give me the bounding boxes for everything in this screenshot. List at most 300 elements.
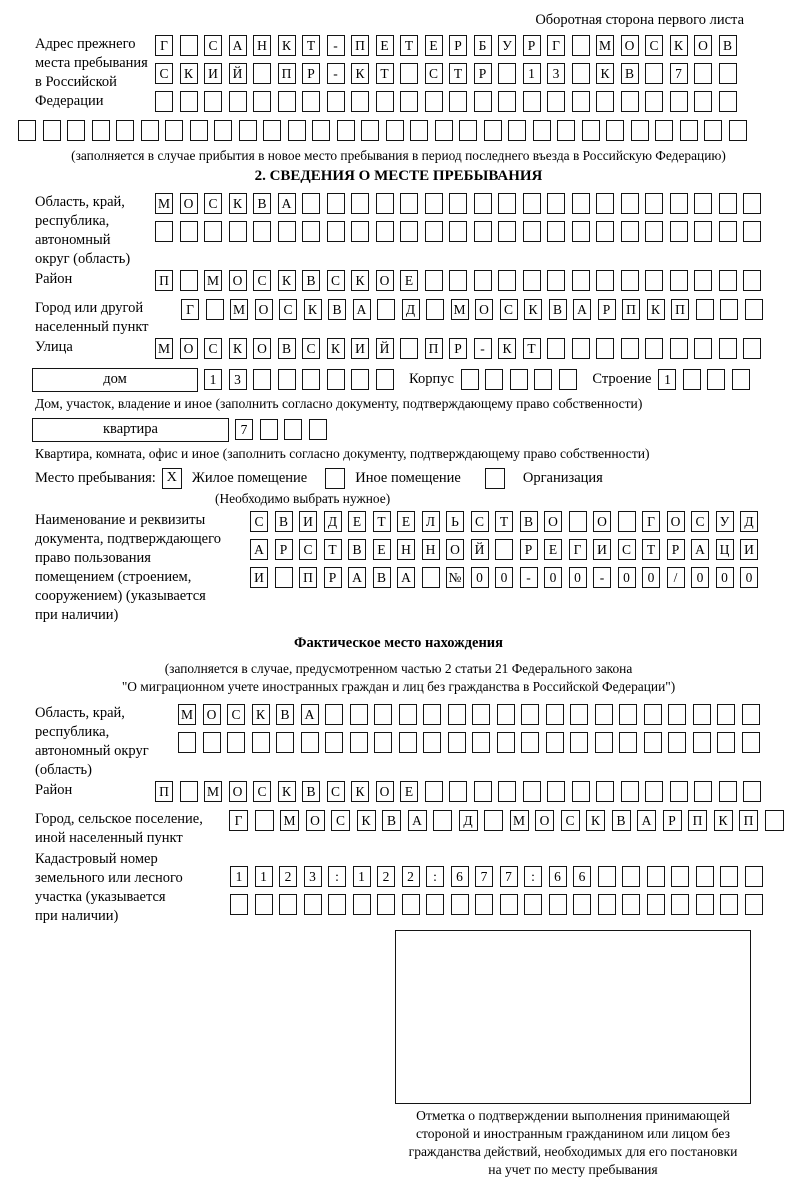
- char-cell[interactable]: [422, 567, 440, 588]
- char-cell[interactable]: [498, 63, 516, 84]
- char-cell[interactable]: Т: [523, 338, 541, 359]
- char-cell[interactable]: [694, 193, 712, 214]
- char-cell[interactable]: [423, 704, 441, 725]
- char-cell[interactable]: [572, 63, 590, 84]
- char-cell[interactable]: [547, 781, 565, 802]
- char-cell[interactable]: [670, 193, 688, 214]
- char-cell[interactable]: К: [351, 270, 369, 291]
- char-cell[interactable]: [459, 120, 477, 141]
- char-cell[interactable]: [742, 732, 760, 753]
- char-cell[interactable]: К: [596, 63, 614, 84]
- char-cell[interactable]: [655, 120, 673, 141]
- char-cell[interactable]: [204, 221, 222, 242]
- char-cell[interactable]: К: [304, 299, 322, 320]
- char-cell[interactable]: [474, 91, 492, 112]
- char-cell[interactable]: [327, 193, 345, 214]
- char-cell[interactable]: [569, 511, 587, 532]
- char-cell[interactable]: С: [327, 270, 345, 291]
- char-cell[interactable]: Р: [275, 539, 293, 560]
- char-cell[interactable]: М: [155, 193, 173, 214]
- char-cell[interactable]: [498, 91, 516, 112]
- char-cell[interactable]: :: [524, 866, 542, 887]
- char-cell[interactable]: [670, 781, 688, 802]
- char-cell[interactable]: [622, 866, 640, 887]
- char-cell[interactable]: О: [475, 299, 493, 320]
- char-cell[interactable]: М: [204, 781, 222, 802]
- char-cell[interactable]: [449, 91, 467, 112]
- char-cell[interactable]: Р: [474, 63, 492, 84]
- char-cell[interactable]: [461, 369, 479, 390]
- char-cell[interactable]: [547, 338, 565, 359]
- char-cell[interactable]: [720, 866, 738, 887]
- char-cell[interactable]: [279, 894, 297, 915]
- char-cell[interactable]: [400, 91, 418, 112]
- char-cell[interactable]: [230, 894, 248, 915]
- char-cell[interactable]: Б: [474, 35, 492, 56]
- char-cell[interactable]: Е: [376, 35, 394, 56]
- char-cell[interactable]: [498, 781, 516, 802]
- char-cell[interactable]: [570, 732, 588, 753]
- checkbox-organization[interactable]: [485, 468, 505, 489]
- char-cell[interactable]: Е: [400, 781, 418, 802]
- char-cell[interactable]: 3: [229, 369, 247, 390]
- char-cell[interactable]: [350, 704, 368, 725]
- char-cell[interactable]: [694, 781, 712, 802]
- char-cell[interactable]: [474, 781, 492, 802]
- char-cell[interactable]: [719, 781, 737, 802]
- char-cell[interactable]: С: [253, 781, 271, 802]
- char-cell[interactable]: А: [301, 704, 319, 725]
- char-cell[interactable]: [474, 221, 492, 242]
- char-cell[interactable]: [449, 781, 467, 802]
- char-cell[interactable]: [400, 63, 418, 84]
- char-cell[interactable]: О: [203, 704, 221, 725]
- char-cell[interactable]: 2: [402, 866, 420, 887]
- char-cell[interactable]: [696, 866, 714, 887]
- char-cell[interactable]: 0: [691, 567, 709, 588]
- char-cell[interactable]: [435, 120, 453, 141]
- char-cell[interactable]: Т: [495, 511, 513, 532]
- char-cell[interactable]: [255, 810, 274, 831]
- char-cell[interactable]: [190, 120, 208, 141]
- char-cell[interactable]: [621, 91, 639, 112]
- char-cell[interactable]: В: [276, 704, 294, 725]
- char-cell[interactable]: [376, 193, 394, 214]
- char-cell[interactable]: [325, 704, 343, 725]
- char-cell[interactable]: А: [408, 810, 427, 831]
- char-cell[interactable]: [523, 193, 541, 214]
- char-cell[interactable]: [278, 221, 296, 242]
- char-cell[interactable]: В: [549, 299, 567, 320]
- char-cell[interactable]: С: [155, 63, 173, 84]
- char-cell[interactable]: П: [622, 299, 640, 320]
- char-cell[interactable]: К: [278, 35, 296, 56]
- char-cell[interactable]: [729, 120, 747, 141]
- char-cell[interactable]: [680, 120, 698, 141]
- char-cell[interactable]: К: [229, 338, 247, 359]
- char-cell[interactable]: С: [500, 299, 518, 320]
- char-cell[interactable]: [498, 193, 516, 214]
- char-cell[interactable]: Л: [422, 511, 440, 532]
- char-cell[interactable]: Г: [155, 35, 173, 56]
- char-cell[interactable]: [510, 369, 528, 390]
- char-cell[interactable]: [596, 221, 614, 242]
- char-cell[interactable]: [670, 270, 688, 291]
- char-cell[interactable]: И: [740, 539, 758, 560]
- char-cell[interactable]: А: [278, 193, 296, 214]
- char-cell[interactable]: [694, 63, 712, 84]
- char-cell[interactable]: [351, 221, 369, 242]
- char-cell[interactable]: М: [451, 299, 469, 320]
- char-cell[interactable]: С: [471, 511, 489, 532]
- char-cell[interactable]: К: [278, 781, 296, 802]
- char-cell[interactable]: [671, 866, 689, 887]
- char-cell[interactable]: К: [586, 810, 605, 831]
- char-cell[interactable]: [645, 193, 663, 214]
- char-cell[interactable]: О: [253, 338, 271, 359]
- char-cell[interactable]: [696, 894, 714, 915]
- char-cell[interactable]: [426, 894, 444, 915]
- char-cell[interactable]: К: [714, 810, 733, 831]
- char-cell[interactable]: С: [645, 35, 663, 56]
- char-cell[interactable]: [400, 221, 418, 242]
- char-cell[interactable]: С: [227, 704, 245, 725]
- char-cell[interactable]: [547, 91, 565, 112]
- char-cell[interactable]: Ц: [716, 539, 734, 560]
- char-cell[interactable]: У: [716, 511, 734, 532]
- char-cell[interactable]: [693, 704, 711, 725]
- char-cell[interactable]: [547, 221, 565, 242]
- char-cell[interactable]: [596, 781, 614, 802]
- char-cell[interactable]: 7: [670, 63, 688, 84]
- char-cell[interactable]: [474, 270, 492, 291]
- char-cell[interactable]: [546, 732, 564, 753]
- char-cell[interactable]: [647, 894, 665, 915]
- char-cell[interactable]: О: [229, 270, 247, 291]
- char-cell[interactable]: [376, 369, 394, 390]
- char-cell[interactable]: [743, 221, 761, 242]
- char-cell[interactable]: [498, 270, 516, 291]
- char-cell[interactable]: [606, 120, 624, 141]
- char-cell[interactable]: [720, 299, 738, 320]
- char-cell[interactable]: Н: [253, 35, 271, 56]
- char-cell[interactable]: [327, 221, 345, 242]
- char-cell[interactable]: 6: [573, 866, 591, 887]
- char-cell[interactable]: [508, 120, 526, 141]
- char-cell[interactable]: Т: [400, 35, 418, 56]
- char-cell[interactable]: [732, 369, 750, 390]
- char-cell[interactable]: [621, 270, 639, 291]
- char-cell[interactable]: [497, 704, 515, 725]
- char-cell[interactable]: [425, 91, 443, 112]
- char-cell[interactable]: [302, 369, 320, 390]
- char-cell[interactable]: [353, 894, 371, 915]
- char-cell[interactable]: 1: [255, 866, 273, 887]
- char-cell[interactable]: О: [694, 35, 712, 56]
- char-cell[interactable]: Р: [523, 35, 541, 56]
- char-cell[interactable]: С: [618, 539, 636, 560]
- char-cell[interactable]: М: [230, 299, 248, 320]
- char-cell[interactable]: Д: [324, 511, 342, 532]
- char-cell[interactable]: [484, 810, 503, 831]
- char-cell[interactable]: О: [376, 270, 394, 291]
- char-cell[interactable]: [410, 120, 428, 141]
- char-cell[interactable]: [278, 369, 296, 390]
- char-cell[interactable]: [400, 193, 418, 214]
- char-cell[interactable]: [165, 120, 183, 141]
- char-cell[interactable]: [498, 221, 516, 242]
- char-cell[interactable]: Е: [400, 270, 418, 291]
- char-cell[interactable]: [683, 369, 701, 390]
- char-cell[interactable]: [253, 91, 271, 112]
- char-cell[interactable]: 3: [304, 866, 322, 887]
- char-cell[interactable]: [500, 894, 518, 915]
- char-cell[interactable]: [557, 120, 575, 141]
- char-cell[interactable]: К: [180, 63, 198, 84]
- char-cell[interactable]: О: [255, 299, 273, 320]
- char-cell[interactable]: [631, 120, 649, 141]
- char-cell[interactable]: 0: [740, 567, 758, 588]
- char-cell[interactable]: О: [621, 35, 639, 56]
- char-cell[interactable]: П: [425, 338, 443, 359]
- char-cell[interactable]: -: [593, 567, 611, 588]
- char-cell[interactable]: М: [510, 810, 529, 831]
- char-cell[interactable]: [742, 704, 760, 725]
- char-cell[interactable]: [302, 91, 320, 112]
- char-cell[interactable]: [547, 193, 565, 214]
- char-cell[interactable]: [598, 894, 616, 915]
- char-cell[interactable]: [523, 270, 541, 291]
- char-cell[interactable]: О: [180, 193, 198, 214]
- char-cell[interactable]: [449, 193, 467, 214]
- char-cell[interactable]: [668, 732, 686, 753]
- char-cell[interactable]: [449, 221, 467, 242]
- char-cell[interactable]: [572, 91, 590, 112]
- char-cell[interactable]: Е: [397, 511, 415, 532]
- char-cell[interactable]: :: [328, 866, 346, 887]
- char-cell[interactable]: [582, 120, 600, 141]
- char-cell[interactable]: П: [155, 781, 173, 802]
- char-cell[interactable]: Г: [181, 299, 199, 320]
- char-cell[interactable]: Н: [422, 539, 440, 560]
- char-cell[interactable]: Р: [302, 63, 320, 84]
- char-cell[interactable]: П: [671, 299, 689, 320]
- char-cell[interactable]: Д: [459, 810, 478, 831]
- char-cell[interactable]: [696, 299, 714, 320]
- char-cell[interactable]: В: [612, 810, 631, 831]
- char-cell[interactable]: [694, 338, 712, 359]
- char-cell[interactable]: Д: [740, 511, 758, 532]
- char-cell[interactable]: К: [327, 338, 345, 359]
- char-cell[interactable]: [301, 732, 319, 753]
- char-cell[interactable]: [668, 704, 686, 725]
- char-cell[interactable]: Т: [449, 63, 467, 84]
- char-cell[interactable]: [546, 704, 564, 725]
- char-cell[interactable]: [521, 704, 539, 725]
- char-cell[interactable]: [645, 63, 663, 84]
- char-cell[interactable]: [572, 193, 590, 214]
- char-cell[interactable]: К: [351, 781, 369, 802]
- char-cell[interactable]: [425, 270, 443, 291]
- char-cell[interactable]: -: [520, 567, 538, 588]
- char-cell[interactable]: [351, 369, 369, 390]
- char-cell[interactable]: Р: [598, 299, 616, 320]
- char-cell[interactable]: [475, 894, 493, 915]
- char-cell[interactable]: Т: [376, 63, 394, 84]
- char-cell[interactable]: С: [691, 511, 709, 532]
- char-cell[interactable]: [229, 221, 247, 242]
- char-cell[interactable]: О: [593, 511, 611, 532]
- char-cell[interactable]: Ь: [446, 511, 464, 532]
- char-cell[interactable]: [645, 781, 663, 802]
- char-cell[interactable]: [252, 732, 270, 753]
- char-cell[interactable]: [549, 894, 567, 915]
- char-cell[interactable]: [497, 732, 515, 753]
- char-cell[interactable]: [178, 732, 196, 753]
- char-cell[interactable]: С: [204, 35, 222, 56]
- char-cell[interactable]: [534, 369, 552, 390]
- char-cell[interactable]: Й: [229, 63, 247, 84]
- char-cell[interactable]: [253, 63, 271, 84]
- char-cell[interactable]: У: [498, 35, 516, 56]
- char-cell[interactable]: [704, 120, 722, 141]
- char-cell[interactable]: Г: [547, 35, 565, 56]
- char-cell[interactable]: Т: [642, 539, 660, 560]
- char-cell[interactable]: [474, 193, 492, 214]
- char-cell[interactable]: 2: [377, 866, 395, 887]
- char-cell[interactable]: 6: [451, 866, 469, 887]
- char-cell[interactable]: О: [229, 781, 247, 802]
- checkbox-residential[interactable]: X: [162, 468, 182, 489]
- char-cell[interactable]: [645, 91, 663, 112]
- char-cell[interactable]: [743, 781, 761, 802]
- char-cell[interactable]: [572, 338, 590, 359]
- char-cell[interactable]: [717, 732, 735, 753]
- char-cell[interactable]: [361, 120, 379, 141]
- char-cell[interactable]: К: [498, 338, 516, 359]
- char-cell[interactable]: [350, 732, 368, 753]
- char-cell[interactable]: -: [474, 338, 492, 359]
- char-cell[interactable]: М: [280, 810, 299, 831]
- char-cell[interactable]: 0: [618, 567, 636, 588]
- char-cell[interactable]: [693, 732, 711, 753]
- char-cell[interactable]: 1: [204, 369, 222, 390]
- char-cell[interactable]: К: [357, 810, 376, 831]
- char-cell[interactable]: С: [279, 299, 297, 320]
- char-cell[interactable]: А: [573, 299, 591, 320]
- char-cell[interactable]: О: [667, 511, 685, 532]
- char-cell[interactable]: 1: [523, 63, 541, 84]
- char-cell[interactable]: [227, 732, 245, 753]
- char-cell[interactable]: 0: [471, 567, 489, 588]
- char-cell[interactable]: [622, 894, 640, 915]
- char-cell[interactable]: О: [446, 539, 464, 560]
- char-cell[interactable]: [720, 894, 738, 915]
- char-cell[interactable]: В: [302, 781, 320, 802]
- char-cell[interactable]: И: [250, 567, 268, 588]
- char-cell[interactable]: М: [596, 35, 614, 56]
- char-cell[interactable]: [180, 35, 198, 56]
- char-cell[interactable]: №: [446, 567, 464, 588]
- char-cell[interactable]: [719, 270, 737, 291]
- char-cell[interactable]: Т: [373, 511, 391, 532]
- char-cell[interactable]: [288, 120, 306, 141]
- char-cell[interactable]: /: [667, 567, 685, 588]
- char-cell[interactable]: [204, 91, 222, 112]
- char-cell[interactable]: В: [373, 567, 391, 588]
- char-cell[interactable]: [717, 704, 735, 725]
- char-cell[interactable]: П: [299, 567, 317, 588]
- char-cell[interactable]: [425, 781, 443, 802]
- char-cell[interactable]: И: [299, 511, 317, 532]
- char-cell[interactable]: Г: [569, 539, 587, 560]
- char-cell[interactable]: 7: [475, 866, 493, 887]
- char-cell[interactable]: [644, 704, 662, 725]
- char-cell[interactable]: [645, 338, 663, 359]
- char-cell[interactable]: 3: [547, 63, 565, 84]
- char-cell[interactable]: [621, 338, 639, 359]
- char-cell[interactable]: С: [204, 338, 222, 359]
- char-cell[interactable]: П: [155, 270, 173, 291]
- char-cell[interactable]: С: [253, 270, 271, 291]
- char-cell[interactable]: [239, 120, 257, 141]
- char-cell[interactable]: 1: [353, 866, 371, 887]
- char-cell[interactable]: [572, 781, 590, 802]
- char-cell[interactable]: 7: [500, 866, 518, 887]
- char-cell[interactable]: 6: [549, 866, 567, 887]
- char-cell[interactable]: [670, 91, 688, 112]
- char-cell[interactable]: [484, 120, 502, 141]
- char-cell[interactable]: К: [229, 193, 247, 214]
- char-cell[interactable]: [485, 369, 503, 390]
- char-cell[interactable]: М: [204, 270, 222, 291]
- char-cell[interactable]: [743, 338, 761, 359]
- char-cell[interactable]: [596, 193, 614, 214]
- char-cell[interactable]: Г: [642, 511, 660, 532]
- char-cell[interactable]: [377, 299, 395, 320]
- char-cell[interactable]: [214, 120, 232, 141]
- char-cell[interactable]: [253, 369, 271, 390]
- char-cell[interactable]: [719, 338, 737, 359]
- char-cell[interactable]: 1: [230, 866, 248, 887]
- char-cell[interactable]: -: [327, 63, 345, 84]
- char-cell[interactable]: [451, 894, 469, 915]
- char-cell[interactable]: [67, 120, 85, 141]
- char-cell[interactable]: Е: [373, 539, 391, 560]
- char-cell[interactable]: Г: [229, 810, 248, 831]
- char-cell[interactable]: [621, 781, 639, 802]
- char-cell[interactable]: [618, 511, 636, 532]
- char-cell[interactable]: Р: [520, 539, 538, 560]
- char-cell[interactable]: С: [425, 63, 443, 84]
- char-cell[interactable]: [596, 91, 614, 112]
- char-cell[interactable]: А: [397, 567, 415, 588]
- char-cell[interactable]: [619, 732, 637, 753]
- char-cell[interactable]: [572, 35, 590, 56]
- char-cell[interactable]: [745, 866, 763, 887]
- char-cell[interactable]: А: [691, 539, 709, 560]
- char-cell[interactable]: С: [302, 338, 320, 359]
- char-cell[interactable]: [180, 781, 198, 802]
- char-cell[interactable]: В: [719, 35, 737, 56]
- char-cell[interactable]: 2: [279, 866, 297, 887]
- char-cell[interactable]: 0: [569, 567, 587, 588]
- char-cell[interactable]: В: [253, 193, 271, 214]
- char-cell[interactable]: [523, 781, 541, 802]
- char-cell[interactable]: 1: [658, 369, 676, 390]
- char-cell[interactable]: О: [180, 338, 198, 359]
- char-cell[interactable]: Р: [324, 567, 342, 588]
